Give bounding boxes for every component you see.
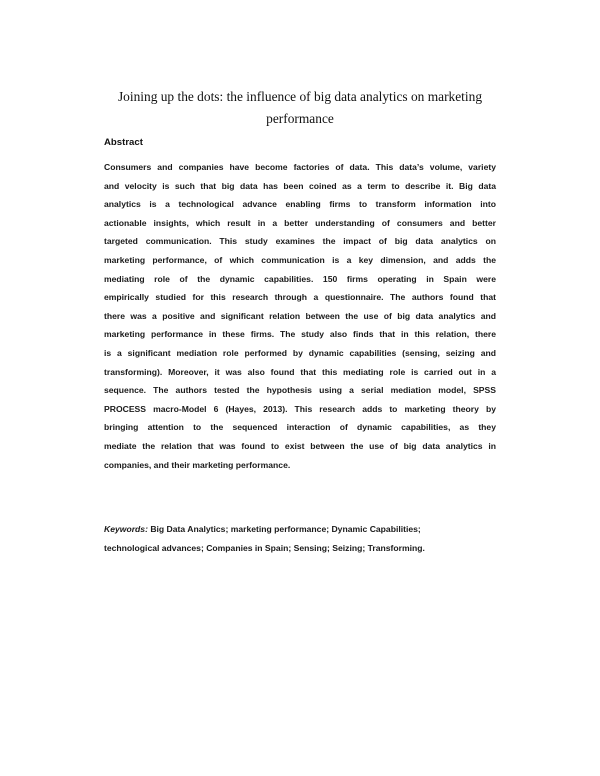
paper-title-line-2: performance (266, 110, 334, 126)
abstract-line: actionable insights, which result in a better understanding of consumers and better (104, 217, 496, 228)
abstract-heading: Abstract (104, 137, 143, 148)
abstract-line: marketing performance in these firms. The study also finds that in this relation, there (104, 329, 496, 340)
abstract-line: and velocity is such that big data has been coined as a term to describe it. Big data (104, 180, 496, 191)
abstract-line: transforming). Moreover, it was also found that this mediating role is carried out in a (104, 366, 496, 377)
abstract-line: there was a positive and significant relation between the use of big data analytics and (104, 310, 496, 321)
abstract-line: sequence. The authors tested the hypothesis using a serial mediation model, SPSS (104, 385, 496, 396)
abstract-line: marketing performance, of which communication is a key dimension, and adds the (104, 254, 496, 265)
abstract-line: mediate the relation that was found to exist between the use of big data analytics in (104, 440, 496, 451)
abstract-line: analytics is a technological advance enabling firms to transform information into (104, 199, 496, 210)
abstract-line: is a significant mediation role performed by dynamic capabilities (sensing, seizing and (104, 347, 496, 358)
keywords-block (104, 520, 496, 558)
abstract-line: Consumers and companies have become factories of data. This data’s volume, variety (104, 162, 496, 172)
abstract-line: bringing attention to the sequenced interaction of dynamic capabilities, as they (104, 422, 496, 433)
abstract-line: empirically studied for this research through a questionnaire. The authors found that (104, 292, 496, 303)
abstract-body (104, 158, 496, 474)
keywords-label: Keywords: (104, 524, 148, 534)
abstract-line: companies, and their marketing performance. (104, 459, 291, 470)
keywords-line-2: technological advances; Companies in Spain; Sensing; Seizing; Transforming. (104, 543, 425, 553)
keywords-line-1 (104, 520, 496, 539)
paper-title (104, 86, 496, 129)
abstract-line: PROCESS macro-Model 6 (Hayes, 2013). This research adds to marketing theory by (104, 403, 496, 414)
paper-title-line-1: Joining up the dots: the influence of big data analytics on marketing (117, 89, 483, 104)
abstract-line: mediating role of the dynamic capabilities. 150 firms operating in Spain were (104, 273, 496, 284)
abstract-line: targeted communication. This study examines the impact of big data analytics on (104, 236, 496, 247)
keywords-text-1: Big Data Analytics; marketing performance; Dynamic Capabilities; (147, 524, 421, 534)
